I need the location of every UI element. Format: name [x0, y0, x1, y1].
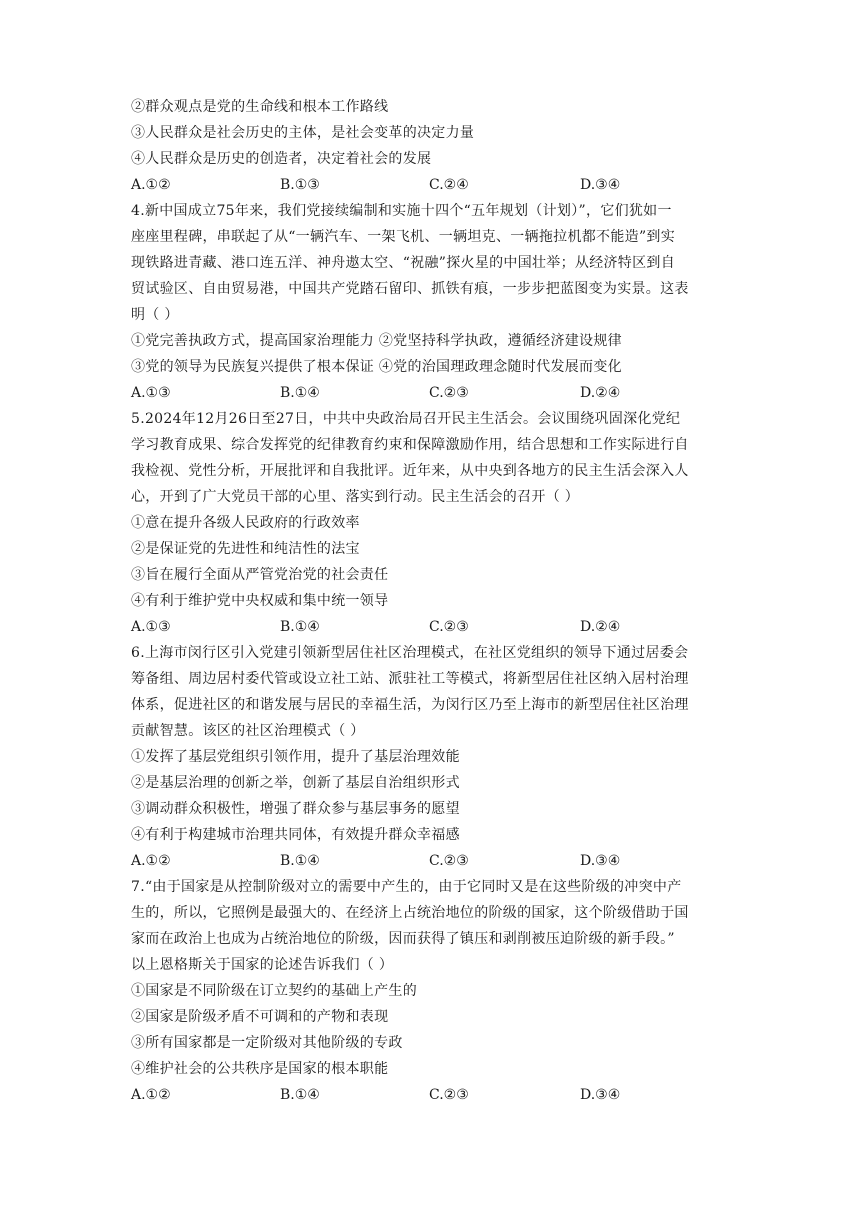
question-stem-line: 6.上海市闵行区引入党建引领新型居住社区治理模式，在社区党组织的领导下通过居委会 — [131, 645, 689, 661]
option-item: ①发挥了基层党组织引领作用，提升了基层治理效能 — [131, 749, 460, 765]
option-item: ①意在提升各级人民政府的行政效率 — [131, 515, 360, 531]
choice-d[interactable]: D.②④ — [580, 385, 621, 401]
question-4 — [131, 198, 731, 406]
question-stem-line: 4.新中国成立75年来，我们党接续编制和实施十四个“五年规划（计划）”，它们犹如一 — [131, 203, 672, 219]
choice-d[interactable]: D.②④ — [580, 619, 621, 635]
question-stem-line: 我检视、党性分析，开展批评和自我批评。近年来，从中央到各地方的民主生活会深入人 — [131, 463, 689, 479]
choice-c[interactable]: C.②③ — [429, 619, 469, 635]
option-item: ④维护社会的公共秩序是国家的根本职能 — [131, 1061, 389, 1077]
option-item: ①党完善执政方式，提高国家治理能力 ②党坚持科学执政，遵循经济建设规律 — [131, 333, 622, 349]
question-6 — [131, 640, 731, 874]
question-stem-line: 座座里程碑，串联起了从“一辆汽车、一架飞机、一辆坦克、一辆拖拉机都不能造”到实 — [131, 229, 676, 245]
option-item: ②群众观点是党的生命线和根本工作路线 — [131, 99, 389, 115]
question-stem-line: 以上恩格斯关于国家的论述告诉我们（ ） — [131, 957, 394, 973]
question-stem-line: 学习教育成果、综合发挥党的纪律教育约束和保障激励作用，结合思想和工作实际进行自 — [131, 437, 689, 453]
question-stem-line: 生的，所以，它照例是最强大的、在经济上占统治地位的阶级的国家，这个阶级借助于国 — [131, 905, 689, 921]
choice-a[interactable]: A.①② — [131, 1087, 171, 1103]
choice-b[interactable]: B.①③ — [280, 177, 320, 193]
option-item: ②国家是阶级矛盾不可调和的产物和表现 — [131, 1009, 389, 1025]
answer-choices — [131, 1082, 731, 1108]
question-stem-line: 筹备组、周边居村委代管或设立社工站、派驻社工等模式，将新型居住社区纳入居村治理 — [131, 671, 689, 687]
question-stem-line: 7.“由于国家是从控制阶级对立的需要中产生的，由于它同时又是在这些阶级的冲突中产 — [131, 879, 682, 895]
choice-a[interactable]: A.①② — [131, 853, 171, 869]
question-7 — [131, 874, 731, 1108]
choice-a[interactable]: A.①③ — [131, 619, 171, 635]
option-item: ②是基层治理的创新之举，创新了基层自治组织形式 — [131, 775, 460, 791]
option-item: ③调动群众积极性，增强了群众参与基层事务的愿望 — [131, 801, 460, 817]
option-item: ③人民群众是社会历史的主体，是社会变革的决定力量 — [131, 125, 475, 141]
choice-c[interactable]: C.②③ — [429, 1087, 469, 1103]
choice-b[interactable]: B.①④ — [280, 1087, 320, 1103]
option-item: ④有利于构建城市治理共同体，有效提升群众幸福感 — [131, 827, 460, 843]
choice-c[interactable]: C.②③ — [429, 853, 469, 869]
question-stem-line: 现铁路进青藏、港口连五洋、神舟遨太空、“祝融”探火星的中国壮举；从经济特区到自 — [131, 255, 676, 271]
choice-d[interactable]: D.③④ — [580, 1087, 621, 1103]
answer-choices — [131, 380, 731, 406]
question-stem-line: 贸试验区、自由贸易港，中国共产党踏石留印、抓铁有痕，一步步把蓝图变为实景。这表 — [131, 281, 689, 297]
option-item: ②是保证党的先进性和纯洁性的法宝 — [131, 541, 360, 557]
answer-choices — [131, 172, 731, 198]
option-item: ③所有国家都是一定阶级对其他阶级的专政 — [131, 1035, 403, 1051]
choice-a[interactable]: A.①③ — [131, 385, 171, 401]
choice-b[interactable]: B.①④ — [280, 853, 320, 869]
choice-d[interactable]: D.③④ — [580, 853, 621, 869]
choice-a[interactable]: A.①② — [131, 177, 171, 193]
question-stem-line: 体系，促进社区的和谐发展与居民的幸福生活，为闵行区乃至上海市的新型居住社区治理 — [131, 697, 689, 713]
question-stem-line: 贡献智慧。该区的社区治理模式（ ） — [131, 723, 365, 739]
question-stem-line: 心，开到了广大党员干部的心里、落实到行动。民主生活会的召开（ ） — [131, 489, 580, 505]
question-stem-line: 家而在政治上也成为占统治地位的阶级，因而获得了镇压和剥削被压迫阶级的新手段。” — [131, 931, 675, 947]
page-content — [131, 94, 731, 1108]
question-stem-line: 明（ ） — [131, 307, 179, 323]
option-item: ④有利于维护党中央权威和集中统一领导 — [131, 593, 389, 609]
choice-b[interactable]: B.①④ — [280, 385, 320, 401]
choice-c[interactable]: C.②④ — [429, 177, 469, 193]
choice-d[interactable]: D.③④ — [580, 177, 621, 193]
answer-choices — [131, 848, 731, 874]
choice-c[interactable]: C.②③ — [429, 385, 469, 401]
option-item: ③党的领导为民族复兴提供了根本保证 ④党的治国理政理念随时代发展而变化 — [131, 359, 622, 375]
answer-choices — [131, 614, 731, 640]
option-item: ①国家是不同阶级在订立契约的基础上产生的 — [131, 983, 417, 999]
option-item: ③旨在履行全面从严管党治党的社会责任 — [131, 567, 389, 583]
question-5 — [131, 406, 731, 640]
option-item: ④人民群众是历史的创造者，决定着社会的发展 — [131, 151, 432, 167]
question-stem-line: 5.2024年12月26日至27日，中共中央政治局召开民主生活会。会议围绕巩固深化党纪 — [131, 411, 681, 427]
choice-b[interactable]: B.①④ — [280, 619, 320, 635]
